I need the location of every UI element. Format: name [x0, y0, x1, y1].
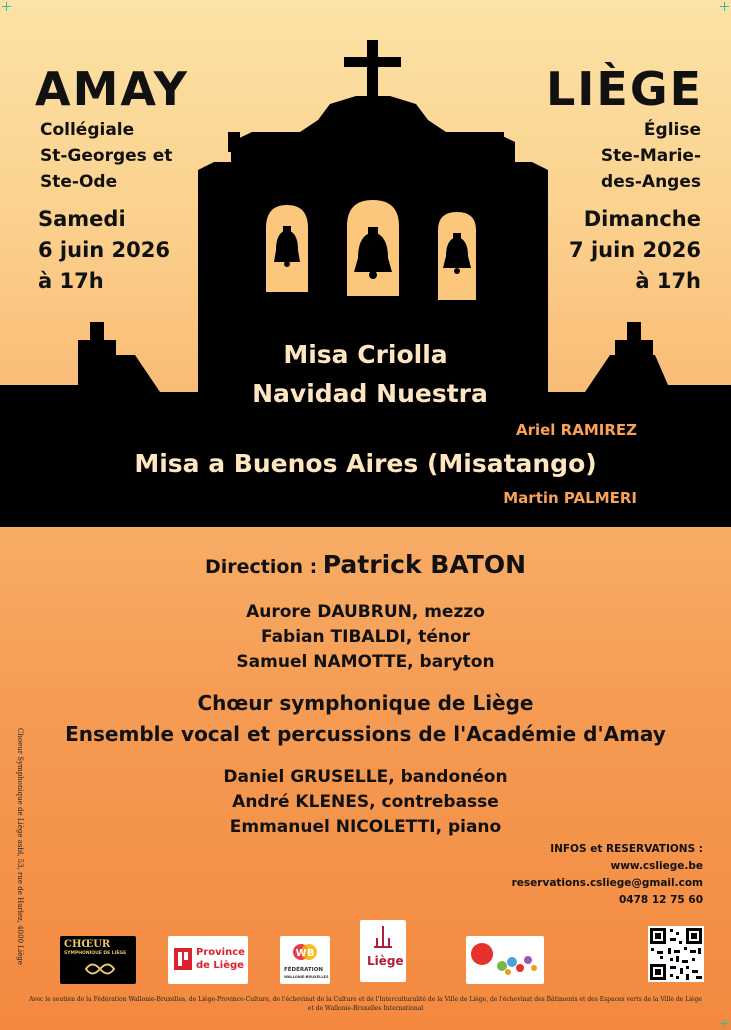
ensemble: Chœur symphonique de Liège — [197, 691, 534, 715]
venue-line: St-Georges et — [40, 146, 173, 166]
instrumentalist: Emmanuel NICOLETTI, piano — [229, 817, 502, 837]
work-misa-criolla: Misa Criolla — [283, 340, 448, 369]
instrumentalist: André KLENES, contrebasse — [232, 792, 499, 812]
federation-wb-logo — [280, 936, 330, 984]
footer-line: et de Wallonie-Bruxelles International — [307, 1005, 424, 1012]
crop-mark — [720, 1019, 729, 1028]
logo-text: CHŒUR — [64, 939, 111, 950]
date-amay — [38, 204, 170, 297]
logo-text: SYMPHONIQUE DE LIÈGE — [64, 951, 127, 956]
logo-text: WALLONIE-BRUXELLES — [284, 975, 329, 979]
venue-amay — [40, 117, 172, 195]
instrumentalist: Daniel GRUSELLE, bandonéon — [223, 767, 508, 787]
province-liege-logo — [168, 936, 248, 984]
footer-line: Avec le soutien de la Fédération Wallonie-Bruxelles, de Liège-Province-Culture, de l'échevinat de la Culture et de l'Interculturalité de la Ville de Liège, de l'échevinat des Bâtiments et des Espaces verts de la Ville de Liège — [29, 996, 702, 1003]
instrumentalists — [0, 765, 731, 840]
svg-text:WB: WB — [295, 948, 315, 959]
ensemble: Ensemble vocal et percussions de l'Académie d'Amay — [65, 722, 666, 746]
logo-text: Province — [196, 947, 245, 958]
date-line: à 17h — [38, 269, 104, 293]
choeur-logo — [60, 936, 136, 984]
infos-email[interactable]: reservations.csliege@gmail.com — [511, 877, 703, 889]
logo-text: FÉDÉRATION — [284, 967, 323, 973]
infos-phone: 0478 12 75 60 — [618, 894, 703, 906]
date-line: 6 juin 2026 — [38, 238, 170, 262]
venue-line: Ste-Marie- — [600, 146, 701, 166]
composer-ramirez: Ariel RAMIREZ — [515, 421, 637, 439]
crop-mark — [720, 2, 729, 11]
logo-text: de Liège — [196, 960, 244, 971]
venue-liege — [601, 117, 701, 195]
city-amay: AMAY — [35, 62, 189, 116]
side-note: Choeur Symphonique de Liège asbl, 53, rue de Harlez, 4000 Liège — [16, 728, 24, 965]
crop-mark — [2, 2, 11, 11]
venue-line: Église — [643, 120, 701, 140]
soloist: Fabian TIBALDI, ténor — [260, 627, 471, 647]
soloist: Aurore DAUBRUN, mezzo — [246, 602, 485, 622]
soloists — [0, 600, 731, 675]
qr-code[interactable] — [648, 926, 704, 982]
venue-line: des-Anges — [601, 172, 701, 192]
conductor-name: Patrick BATON — [322, 550, 526, 579]
infos-website[interactable]: www.csliege.be — [610, 860, 703, 872]
date-line: Samedi — [38, 207, 126, 231]
infos-block — [512, 841, 703, 909]
colored-dots-icon — [468, 940, 542, 980]
wb-icon — [292, 939, 318, 965]
date-line: Dimanche — [583, 207, 701, 231]
direction-label: Direction : — [205, 556, 318, 578]
soloist: Samuel NAMOTTE, baryton — [236, 652, 495, 672]
venue-line: Ste-Ode — [40, 172, 118, 192]
composer-palmeri: Martin PALMERI — [503, 489, 637, 507]
venue-line: Collégiale — [40, 120, 135, 140]
perron-icon — [373, 926, 393, 950]
treble-clef-icon — [82, 958, 118, 980]
echevinat-logo — [466, 936, 544, 984]
date-liege — [569, 204, 701, 297]
city-liege: LIÈGE — [545, 62, 703, 116]
province-icon — [174, 948, 192, 970]
logo-text: Liège — [367, 954, 404, 968]
footer-credits — [20, 995, 711, 1013]
direction-line — [0, 550, 731, 579]
ville-liege-logo — [360, 920, 406, 982]
work-misatango: Misa a Buenos Aires (Misatango) — [134, 449, 597, 478]
ensembles — [0, 688, 731, 750]
infos-title: INFOS et RESERVATIONS : — [550, 843, 703, 855]
date-line: à 17h — [635, 269, 701, 293]
work-navidad-nuestra: Navidad Nuestra — [252, 379, 488, 408]
date-line: 7 juin 2026 — [569, 238, 701, 262]
